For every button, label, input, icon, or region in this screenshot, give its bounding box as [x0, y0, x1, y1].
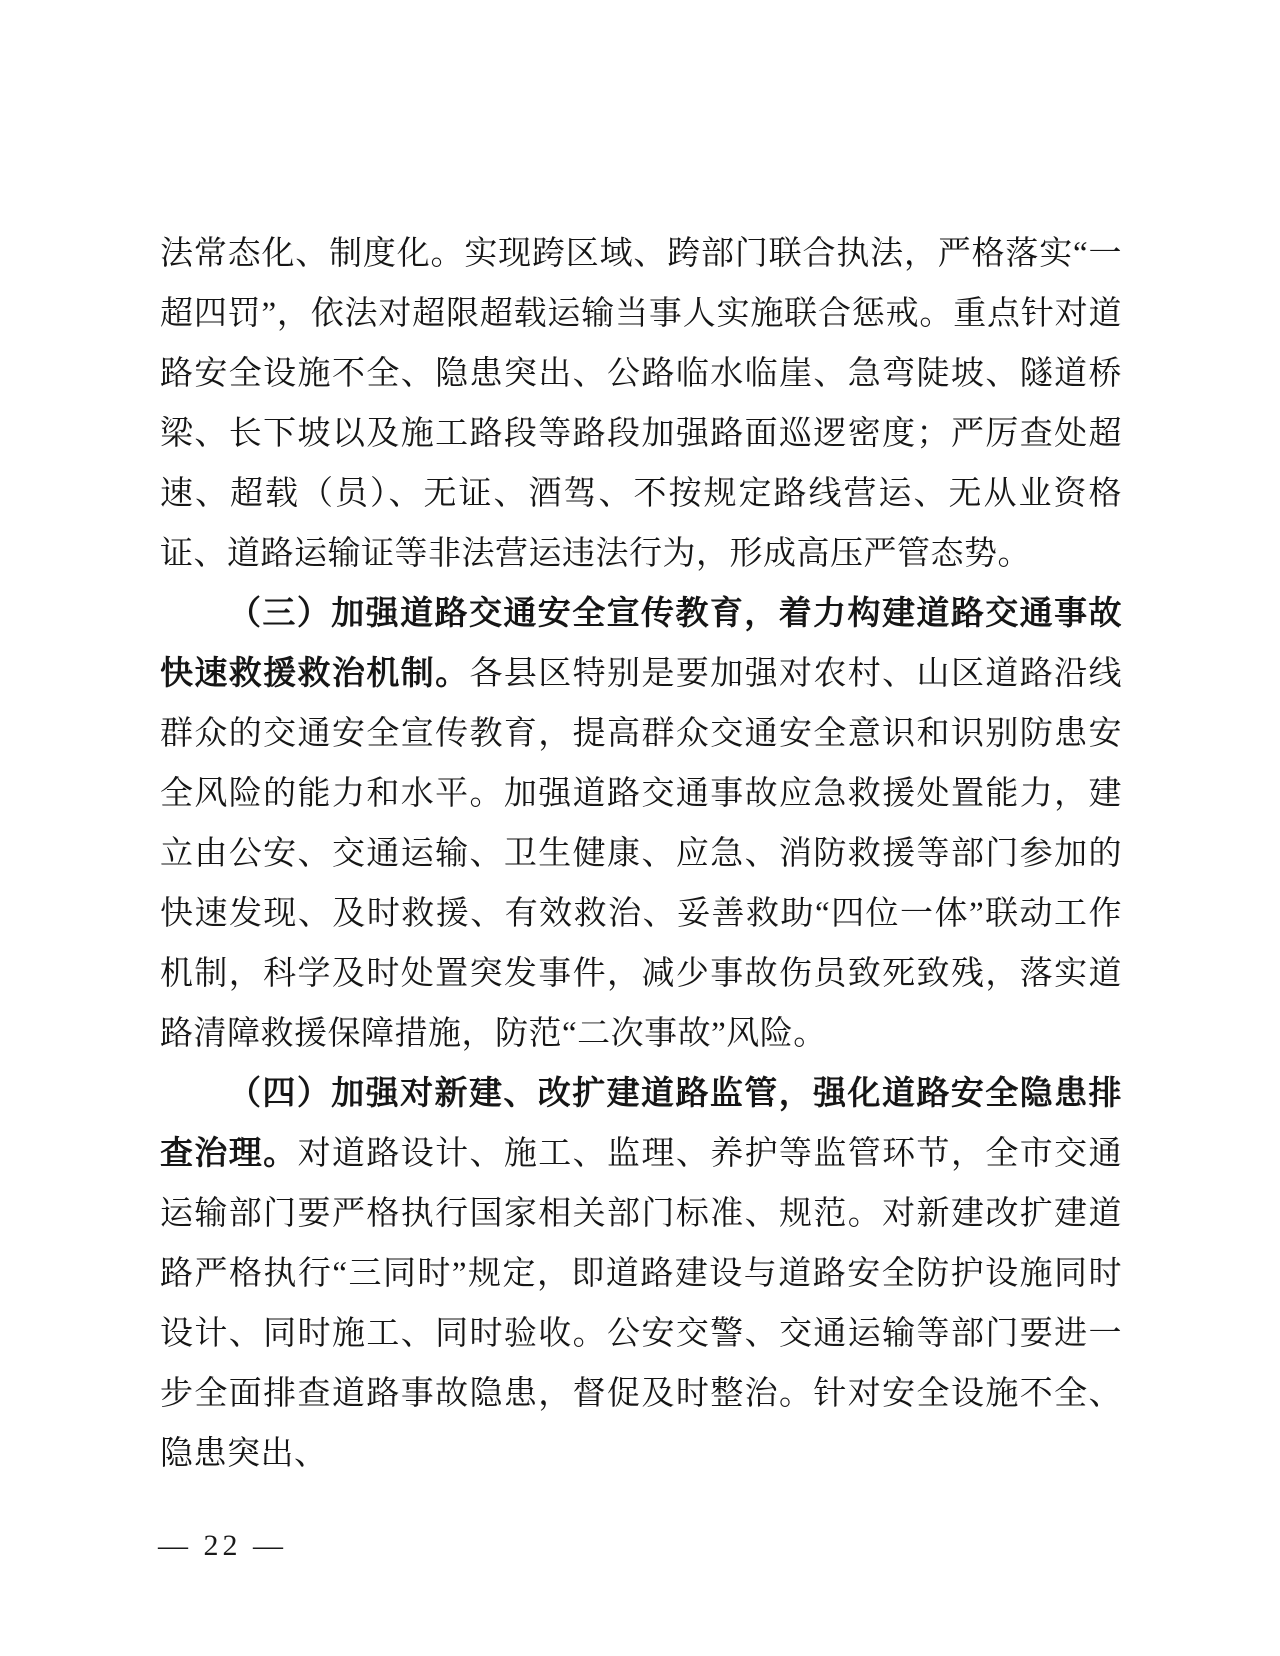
- body-text-run: 各县区特别是要加强对农村、山区道路沿线群众的交通安全宣传教育，提高群众交通安全意识和识别防患安全风险的能力和水平。加强道路交通事故应急救援处置能力，建立由公安、交通运输、卫生健康、应急、消防救援等部门参加的快速发现、及时救援、有效救治、妥善救助“四位一体”联动工作机制，科学及时处置突发事件，减少事故伤员致死致残，落实道路清障救援保障措施，防范“二次事故”风险。: [160, 656, 1122, 1052]
- page-number: — 22 —: [158, 1529, 287, 1562]
- section-heading-run: （四）加强对新建、改扩建道路监管，强化道路安全隐患排查治理。: [160, 1076, 1122, 1172]
- document-body: [160, 224, 1122, 1484]
- body-text-run: 法常态化、制度化。实现跨区域、跨部门联合执法，严格落实“一超四罚”，依法对超限超载运输当事人实施联合惩戒。重点针对道路安全设施不全、隐患突出、公路临水临崖、急弯陡坡、隧道桥梁、长下坡以及施工路段等路段加强路面巡逻密度；严厉查处超速、超载（员）、无证、酒驾、不按规定路线营运、无从业资格证、道路运输证等非法营运违法行为，形成高压严管态势。: [160, 236, 1122, 572]
- paragraph: [160, 224, 1122, 584]
- section-heading-run: （三）加强道路交通安全宣传教育，着力构建道路交通事故快速救援救治机制。: [160, 596, 1122, 692]
- paragraph: [160, 1064, 1122, 1484]
- body-text-run: 对道路设计、施工、监理、养护等监管环节，全市交通运输部门要严格执行国家相关部门标准、规范。对新建改扩建道路严格执行“三同时”规定，即道路建设与道路安全防护设施同时设计、同时施工、同时验收。公安交警、交通运输等部门要进一步全面排查道路事故隐患，督促及时整治。针对安全设施不全、隐患突出、: [160, 1136, 1123, 1472]
- paragraph: [160, 584, 1122, 1064]
